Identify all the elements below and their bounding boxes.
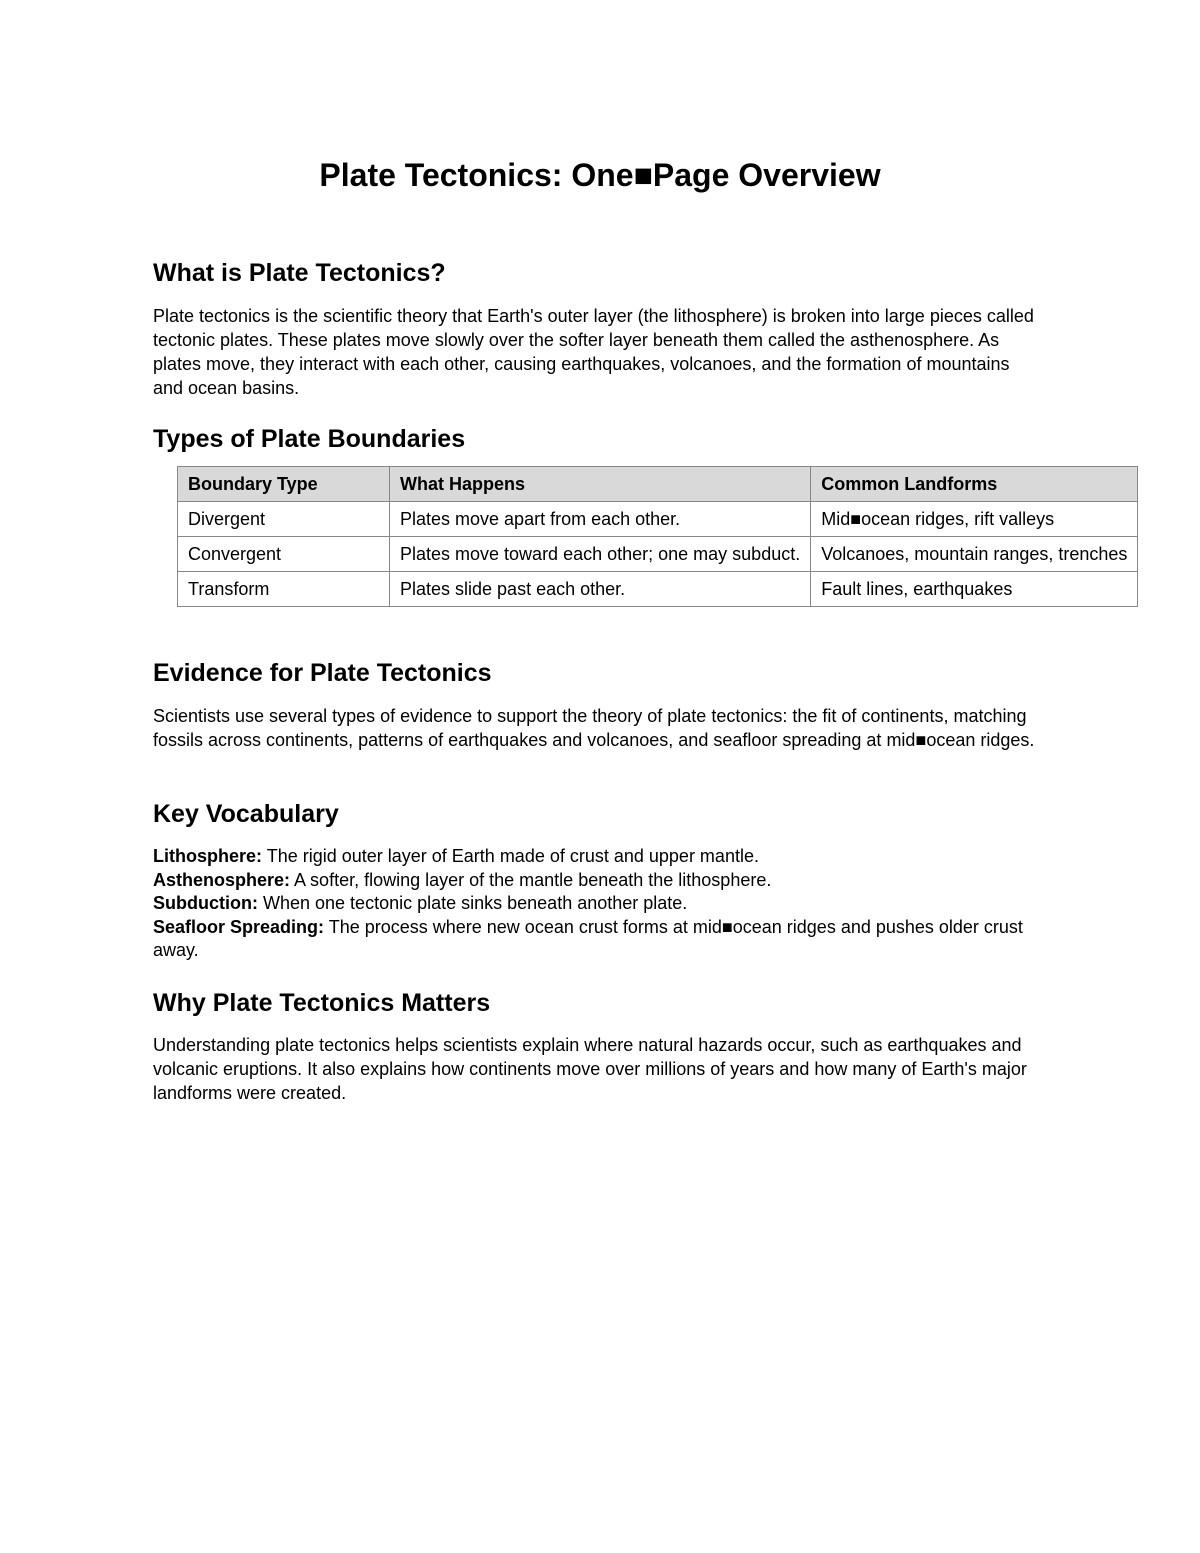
table-cell: Transform [178,572,390,607]
table-header-cell: Boundary Type [178,467,390,502]
vocabulary-item [153,892,1043,916]
table-cell: Fault lines, earthquakes [811,572,1138,607]
table-cell: Volcanoes, mountain ranges, trenches [811,537,1138,572]
boundaries-table [177,466,1138,607]
table-cell: Divergent [178,502,390,537]
table-header-cell: Common Landforms [811,467,1138,502]
table-cell: Plates move toward each other; one may subduct. [390,537,811,572]
heading-boundaries: Types of Plate Boundaries [153,425,466,453]
vocabulary-definition: The process where new ocean crust forms at mid■ocean ridges and pushes older crust away. [153,916,1023,960]
table-cell: Convergent [178,537,390,572]
vocabulary-definition: When one tectonic plate sinks beneath another plate. [263,893,688,913]
vocabulary-term: Lithosphere: [153,846,263,866]
table-cell: Plates move apart from each other. [390,502,811,537]
heading-vocabulary: Key Vocabulary [153,800,339,828]
vocabulary-list [153,845,1043,963]
table-row [178,537,1138,572]
vocabulary-item [153,869,1043,893]
table-header-row [178,467,1138,502]
page-title: Plate Tectonics: One■Page Overview [319,157,881,193]
heading-evidence: Evidence for Plate Tectonics [153,659,492,687]
vocabulary-term: Subduction: [153,893,258,913]
paragraph-why-matters: Understanding plate tectonics helps scientists explain where natural hazards occur, such as earthquakes and volcanic eruptions. It also explains how continents move over millions of years and how many of Earth's major landforms were created. [153,1035,1027,1103]
table-header-cell: What Happens [390,467,811,502]
vocabulary-term: Asthenosphere: [153,869,291,890]
paragraph-what-is: Plate tectonics is the scientific theory that Earth's outer layer (the lithosphere) is broken into large pieces called tectonic plates. These plates move slowly over the softer layer beneath them called the asthenosphere. As plates move, they interact with each other, causing earthquakes, volcanoes, and the formation of mountains and ocean basins. [153,306,1034,398]
table-row [178,572,1138,607]
heading-what-is: What is Plate Tectonics? [153,259,446,287]
paragraph-evidence: Scientists use several types of evidence to support the theory of plate tectonics: the fit of continents, matching fossils across continents, patterns of earthquakes and volcanoes, and seafloor spreading at mid■ocean ridges. [153,706,1035,750]
vocabulary-definition: A softer, flowing layer of the mantle beneath the lithosphere. [294,869,772,890]
vocabulary-definition: The rigid outer layer of Earth made of crust and upper mantle. [266,846,759,866]
vocabulary-term: Seafloor Spreading: [153,916,325,937]
table-row [178,502,1138,537]
vocabulary-item [153,916,1043,963]
heading-why-matters: Why Plate Tectonics Matters [153,989,491,1017]
vocabulary-item [153,845,1043,869]
table-cell: Plates slide past each other. [390,572,811,607]
table-cell: Mid■ocean ridges, rift valleys [811,502,1138,537]
